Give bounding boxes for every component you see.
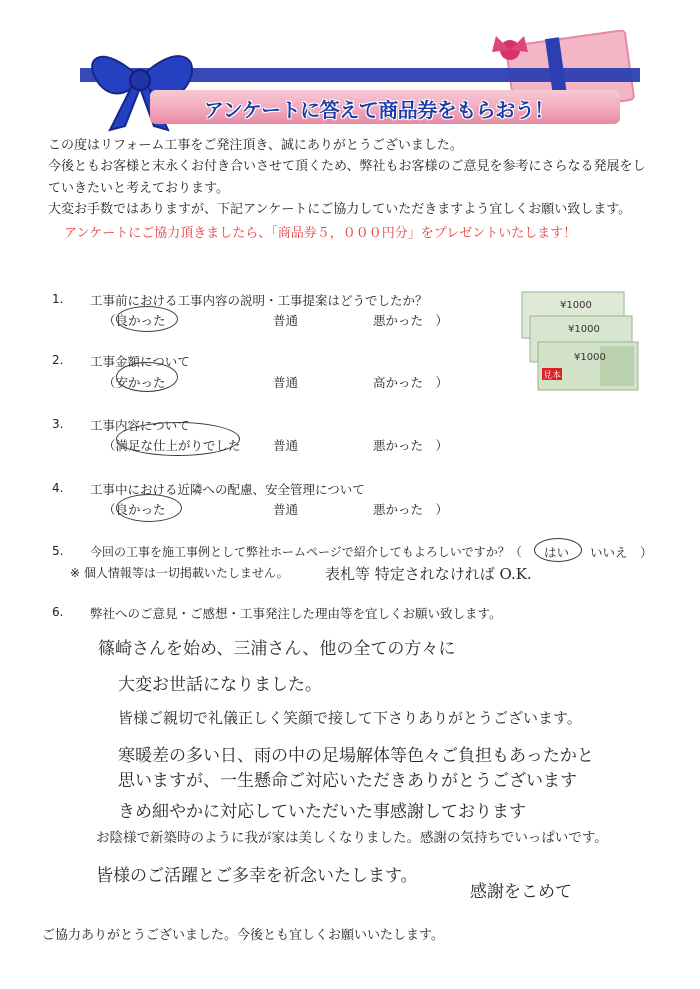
q4-text: 工事中における近隣への配慮、安全管理について bbox=[90, 482, 365, 497]
gift-vouchers-image bbox=[520, 290, 640, 400]
q6-text: 弊社へのご意見・ご感想・工事発注した理由等を宜しくお願い致します。 bbox=[90, 606, 502, 621]
svg-text:見本: 見本 bbox=[543, 371, 562, 381]
q1-number: 1. bbox=[52, 292, 64, 306]
q6-number: 6. bbox=[52, 605, 64, 619]
comment-line-2: 大変お世話になりました。 bbox=[118, 675, 322, 695]
closing-text: ご協力ありがとうございました。今後とも宜しくお願いいたします。 bbox=[42, 928, 444, 943]
q1-option-1[interactable]: （良かった bbox=[103, 313, 166, 328]
q5-answer-circle bbox=[534, 538, 582, 562]
comment-line-7: お陰様で新築時のように我が家は美しくなりました。感謝の気持ちでいっぱいです。 bbox=[96, 830, 608, 846]
q2-option-2[interactable]: 普通 bbox=[273, 375, 299, 390]
q4-number: 4. bbox=[52, 481, 64, 495]
q4-answer-circle bbox=[116, 494, 182, 522]
q5-note: ※ 個人情報等は一切掲載いたしません。 bbox=[70, 566, 289, 580]
comment-line-8: 皆様のご活躍とご多幸を祈念いたします。 bbox=[96, 866, 418, 886]
q2-option-3[interactable]: 高かった ） bbox=[373, 375, 449, 390]
comment-line-4: 寒暖差の多い日、雨の中の足場解体等色々ご負担もあったかと bbox=[118, 746, 594, 766]
q5-handwritten-note: 表札等 特定されなければ O.K. bbox=[325, 565, 532, 583]
q1-text: 工事前における工事内容の説明・工事提案はどうでしたか？ bbox=[90, 293, 428, 308]
comment-line-5: 思いますが、一生懸命ご対応いただきありがとうございます bbox=[118, 771, 577, 791]
signoff: 感謝をこめて bbox=[470, 882, 572, 902]
q3-answer-circle bbox=[116, 422, 240, 456]
svg-text:¥1000: ¥1000 bbox=[560, 300, 592, 311]
q3-option-2[interactable]: 普通 bbox=[273, 438, 299, 453]
q2-option-1[interactable]: （安かった bbox=[103, 375, 166, 390]
promo-text: アンケートにご協力頂きましたら、「商品券５，０００円分」をプレゼントいたします！ bbox=[64, 226, 577, 241]
comment-line-6: きめ細やかに対応していただいた事感謝しております bbox=[118, 802, 526, 822]
comment-line-3: 皆様ご親切で礼儀正しく笑顔で接して下さりありがとうございます。 bbox=[118, 709, 582, 727]
svg-text:¥1000: ¥1000 bbox=[568, 324, 600, 335]
q4-option-2[interactable]: 普通 bbox=[273, 502, 299, 517]
q1-answer-circle bbox=[116, 306, 178, 332]
q2-text: 工事金額について bbox=[90, 354, 190, 369]
q2-number: 2. bbox=[52, 353, 64, 367]
q5-text: 今回の工事を施工事例として弊社ホームページで紹介してもよろしいですか？（ bbox=[90, 545, 522, 559]
q4-option-1[interactable]: （良かった bbox=[103, 502, 166, 517]
q3-option-1[interactable]: （満足な仕上がりでした bbox=[103, 438, 241, 453]
q1-option-3[interactable]: 悪かった ） bbox=[373, 313, 449, 328]
q3-number: 3. bbox=[52, 417, 64, 431]
intro-line-2: 今後ともお客様と末永くお付き合いさせて頂くため、弊社もお客様のご意見を参考にさらなる発展をし bbox=[48, 159, 646, 174]
q3-text: 工事内容について bbox=[90, 418, 190, 433]
q4-option-3[interactable]: 悪かった ） bbox=[373, 502, 449, 517]
q5-option-no[interactable]: いいえ ） bbox=[590, 545, 653, 560]
q5-option-yes[interactable]: はい bbox=[544, 545, 570, 560]
intro-line-3: ていきたいと考えております。 bbox=[48, 181, 229, 196]
banner bbox=[80, 30, 650, 140]
banner-title: アンケートに答えて商品券をもらおう！ bbox=[204, 98, 554, 122]
svg-text:¥1000: ¥1000 bbox=[574, 352, 606, 363]
comment-line-1: 篠崎さんを始め、三浦さん、他の全ての方々に bbox=[98, 639, 456, 659]
q5-number: 5. bbox=[52, 544, 64, 558]
intro-line-1: この度はリフォーム工事をご発注頂き、誠にありがとうございました。 bbox=[48, 138, 463, 153]
q1-option-2[interactable]: 普通 bbox=[273, 313, 299, 328]
q2-answer-circle bbox=[116, 362, 178, 392]
intro-line-4: 大変お手数ではありますが、下記アンケートにご協力していただきますよう宜しくお願い致します。 bbox=[48, 202, 632, 217]
q3-option-3[interactable]: 悪かった ） bbox=[373, 438, 449, 453]
